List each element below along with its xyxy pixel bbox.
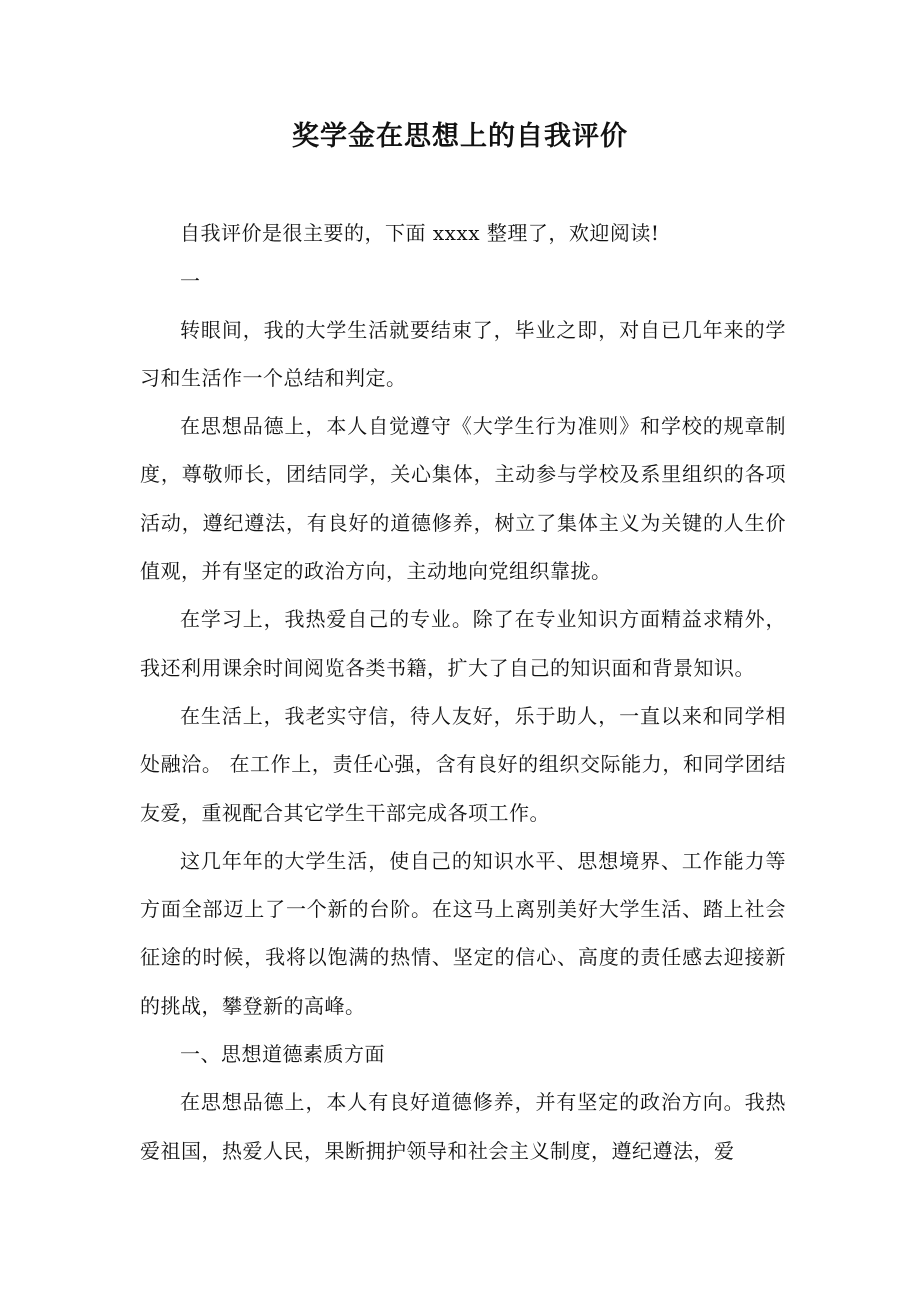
paragraph-moral-detail: 在思想品德上，本人有良好道德修养，并有坚定的政治方向。我热爱祖国，热爱人民，果断拥护领导和社会主义制度，遵纪遵法，爱 [140,1090,786,1163]
paragraph-moral: 在思想品德上，本人自觉遵守《大学生行为准则》和学校的规章制度，尊敬师长，团结同学，关心集体，主动参与学校及系里组织的各项活动，遵纪遵法，有良好的道德修养，树立了集体主义为关键的人生价值观，并有坚定的政治方向，主动地向党组织靠拢。 [140,414,786,584]
paragraph-study: 在学习上，我热爱自己的专业。除了在专业知识方面精益求精外，我还利用课余时间阅览各类书籍，扩大了自己的知识面和背景知识。 [140,607,786,680]
document-title: 奖学金在思想上的自我评价 [292,121,628,152]
section-heading-moral-quality: 一、思想道德素质方面 [180,1042,385,1067]
paragraph-conclusion: 这几年年的大学生活，使自己的知识水平、思想境界、工作能力等方面全部迈上了一个新的台阶。在这马上离别美好大学生活、踏上社会征途的时候，我将以饱满的热情、坚定的信心、高度的责任感去迎接新的挑战，攀登新的高峰。 [140,848,786,1018]
paragraph-section-marker: 一 [180,269,201,294]
document-body [140,209,786,1175]
paragraph-life-work: 在生活上，我老实守信，待人友好，乐于助人，一直以来和同学相处融洽。 在工作上，责任心强，含有良好的组织交际能力，和同学团结友爱，重视配合其它学生干部完成各项工作。 [140,703,786,825]
paragraph-summary: 转眼间，我的大学生活就要结束了，毕业之即，对自已几年来的学习和生活作一个总结和判定。 [140,317,786,390]
paragraph-intro: 自我评价是很主要的，下面 xxxx 整理了，欢迎阅读! [180,221,660,245]
